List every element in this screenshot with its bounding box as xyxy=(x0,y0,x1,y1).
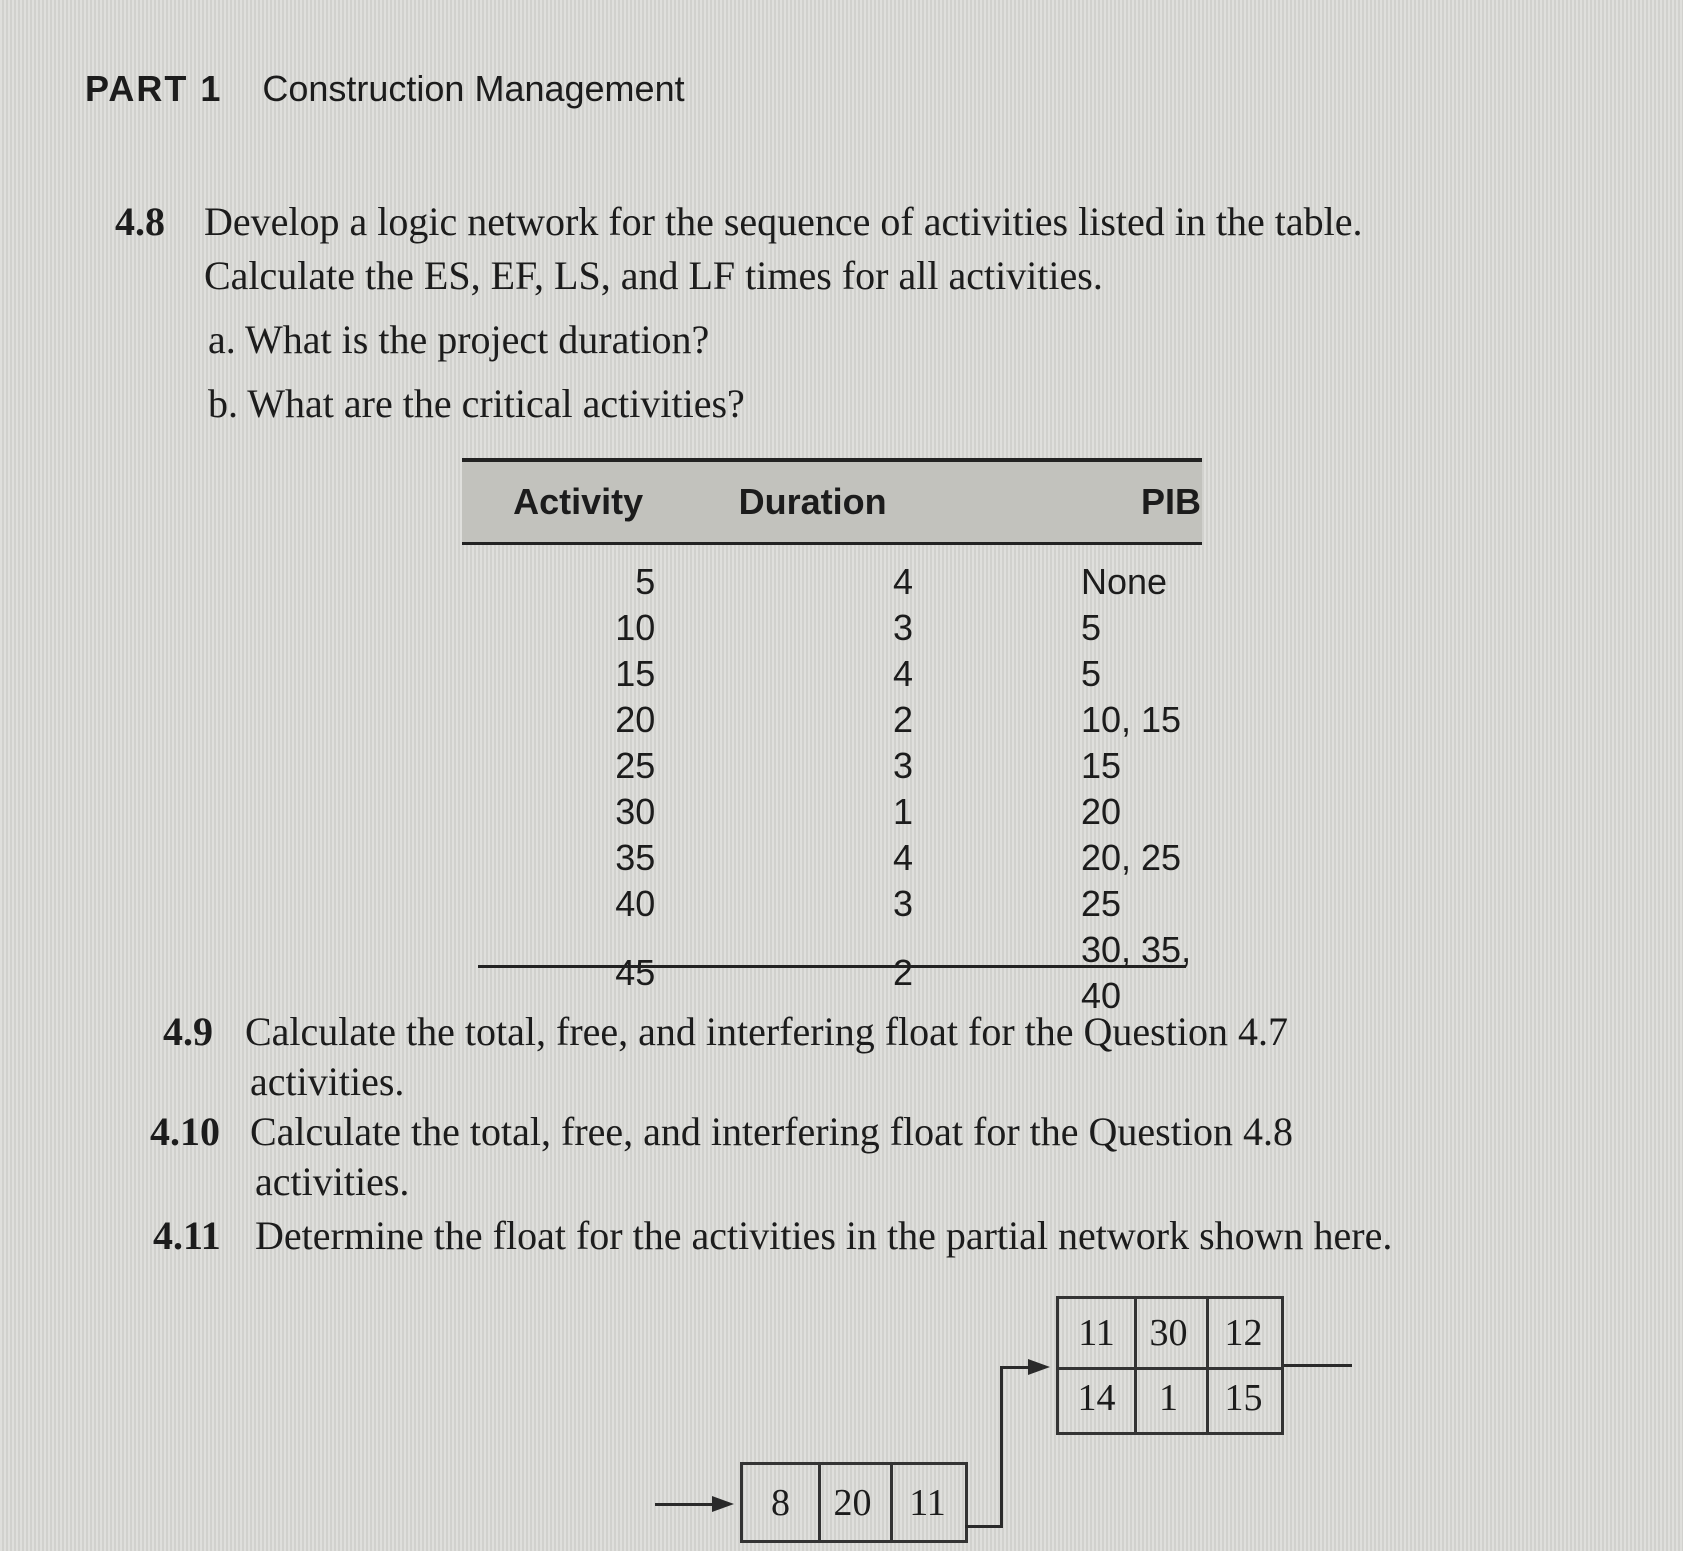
header-activity: Activity xyxy=(462,462,733,544)
cell-duration: 4 xyxy=(892,561,913,602)
question-text-line2: Calculate the ES, EF, LS, and LF times for all activities. xyxy=(204,253,1103,298)
node-a-es: 8 xyxy=(740,1462,821,1543)
outgoing-line xyxy=(1284,1364,1352,1367)
node-b-duration: 1 xyxy=(1131,1364,1209,1435)
cell-pib: 20, 25 xyxy=(1080,837,1182,878)
question-number: 4.8 xyxy=(115,199,165,244)
cell-activity: 35 xyxy=(615,837,656,878)
question-text-line2: activities. xyxy=(255,1159,410,1204)
cell-activity: 20 xyxy=(615,699,656,740)
question-number: 4.10 xyxy=(150,1109,220,1154)
question-number: 4.9 xyxy=(163,1009,213,1054)
table-row xyxy=(462,743,1202,789)
cell-pib: 15 xyxy=(1080,745,1122,786)
cell-duration: 3 xyxy=(892,607,913,648)
incoming-arrow-line xyxy=(655,1503,717,1506)
cell-duration: 4 xyxy=(892,837,913,878)
cell-activity: 5 xyxy=(635,561,656,602)
cell-activity: 25 xyxy=(615,745,656,786)
connector-vertical xyxy=(1000,1366,1003,1528)
cell-pib: 30, 35, 40 xyxy=(1080,929,1192,1016)
node-b-ls: 14 xyxy=(1056,1364,1137,1435)
cell-activity: 40 xyxy=(615,883,656,924)
node-b-lf: 15 xyxy=(1206,1364,1284,1435)
cell-pib: None xyxy=(1080,561,1168,602)
cell-pib: 25 xyxy=(1080,883,1122,924)
subquestion-b: b. What are the critical activities? xyxy=(208,381,745,426)
cell-duration: 1 xyxy=(892,791,913,832)
question-text-line1: Calculate the total, free, and interfering float for the Question 4.8 xyxy=(250,1109,1293,1154)
table-row xyxy=(462,605,1202,651)
activity-table xyxy=(462,462,1202,1019)
cell-activity: 30 xyxy=(615,791,656,832)
cell-pib: 5 xyxy=(1080,653,1102,694)
question-text-line1: Determine the float for the activities in the partial network shown here. xyxy=(255,1213,1393,1258)
table-row xyxy=(462,697,1202,743)
part-label: PART 1 xyxy=(85,68,223,109)
cell-duration: 4 xyxy=(892,653,913,694)
table-row xyxy=(462,789,1202,835)
table-bottom-rule xyxy=(478,965,1186,968)
table-row xyxy=(462,881,1202,927)
cell-activity: 45 xyxy=(615,952,656,993)
header-pib: PIB xyxy=(931,462,1202,544)
table-row xyxy=(462,544,1202,606)
question-text-line1: Calculate the total, free, and interfering float for the Question 4.7 xyxy=(245,1009,1288,1054)
node-b-es: 11 xyxy=(1056,1296,1137,1370)
header-duration: Duration xyxy=(733,462,931,544)
cell-duration: 2 xyxy=(892,699,913,740)
cell-pib: 5 xyxy=(1080,607,1102,648)
table-row xyxy=(462,651,1202,697)
table-header-row xyxy=(462,462,1202,544)
cell-duration: 2 xyxy=(892,952,913,993)
question-text-line1: Develop a logic network for the sequence of activities listed in the table. xyxy=(204,199,1363,244)
table-row xyxy=(462,835,1202,881)
subquestion-a: a. What is the project duration? xyxy=(208,317,710,362)
cell-pib: 10, 15 xyxy=(1080,699,1182,740)
incoming-arrow-head xyxy=(712,1496,734,1512)
table-row xyxy=(462,927,1202,1019)
cell-activity: 15 xyxy=(615,653,656,694)
node-b-activity: 30 xyxy=(1131,1296,1209,1370)
node-a-activity: 20 xyxy=(815,1462,893,1543)
cell-duration: 3 xyxy=(892,745,913,786)
question-number: 4.11 xyxy=(153,1213,221,1258)
cell-activity: 10 xyxy=(615,607,656,648)
node-a-ef: 11 xyxy=(890,1462,968,1543)
question-text-line2: activities. xyxy=(250,1059,405,1104)
node-b-ef: 12 xyxy=(1206,1296,1284,1370)
cell-duration: 3 xyxy=(892,883,913,924)
connector-horizontal-bottom xyxy=(965,1525,1003,1528)
cell-pib: 20 xyxy=(1080,791,1122,832)
part-title: Construction Management xyxy=(262,68,685,109)
connector-arrow-head xyxy=(1028,1359,1050,1375)
page-header xyxy=(85,68,685,110)
